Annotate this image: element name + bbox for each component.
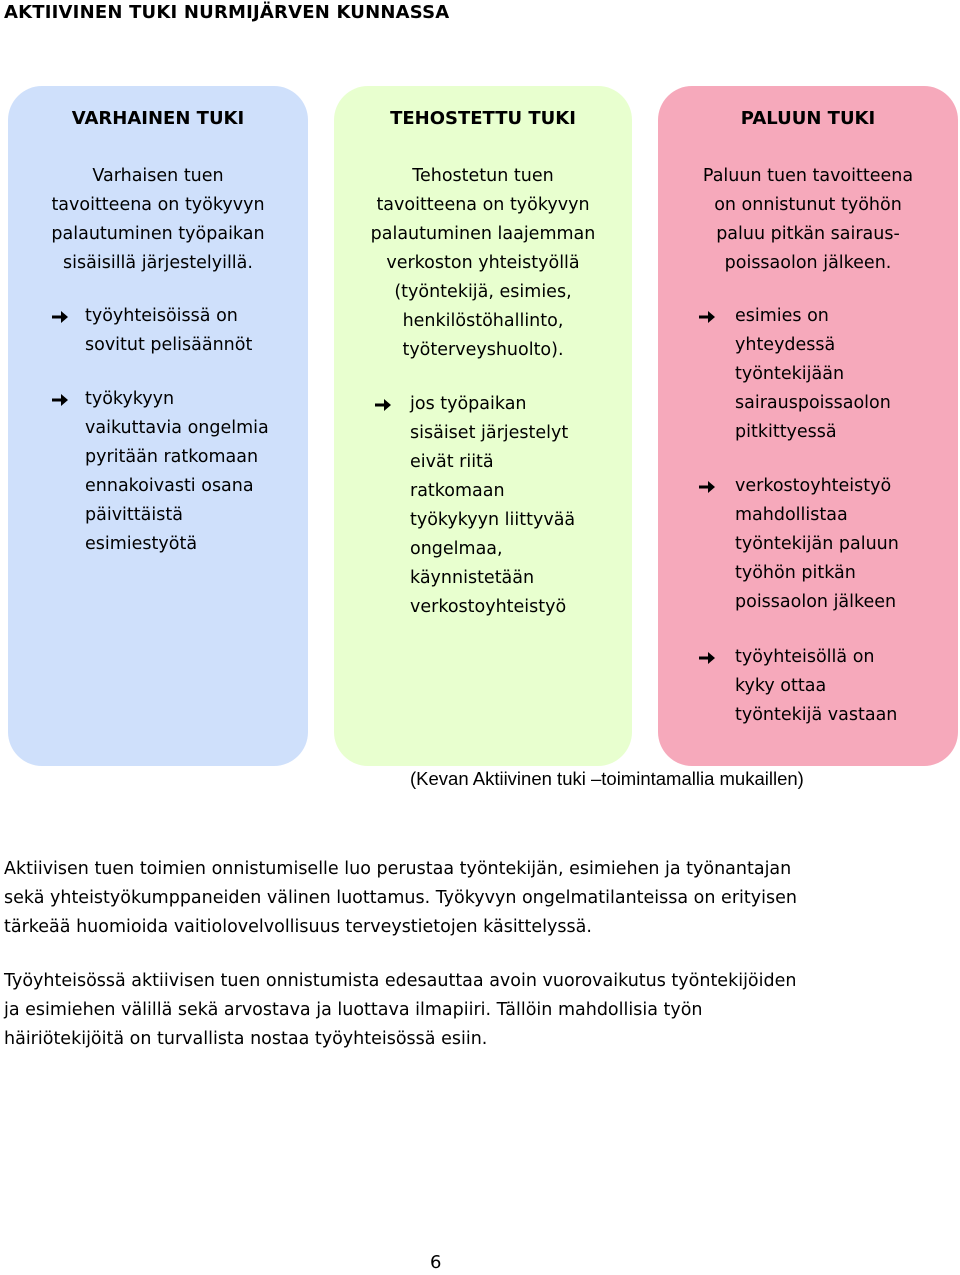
paluun-tuki-box [658, 86, 958, 766]
bullet-item: verkostoyhteistyö mahdollistaa työntekijän paluun työhön pitkän poissaolon jälkeen [735, 476, 899, 612]
box-title: PALUUN TUKI [740, 108, 876, 129]
document-heading: AKTIIVINEN TUKI NURMIJÄRVEN KUNNASSA [4, 2, 450, 23]
arrow-right-icon [698, 650, 716, 666]
arrow-right-icon [374, 397, 392, 413]
box-title: VARHAINEN TUKI [71, 108, 245, 129]
box-title: TEHOSTETTU TUKI [390, 108, 576, 129]
body-paragraph: Aktiivisen tuen toimien onnistumiselle luo perustaa työntekijän, esimiehen ja työnantajan sekä yhteistyökumppaneiden välinen luottamus. Työkyvyn ongelmatilanteissa on erityisen tärkeää huomioida vaitiolovelvollisuus terveystietojen käsittelyssä. [4, 859, 797, 937]
arrow-right-icon [51, 392, 69, 408]
arrow-right-icon [698, 309, 716, 325]
box-intro: Tehostetun tuen tavoitteena on työkyvyn palautuminen laajemman verkoston yhteistyöllä (työntekijä, esimies, henkilöstöhallinto, työterveyshuolto). [370, 166, 596, 360]
bullet-item: työyhteisöissä on sovitut pelisäännöt [85, 306, 253, 355]
box-intro: Varhaisen tuen tavoitteena on työkyvyn palautuminen työpaikan sisäisillä järjestelyillä. [51, 166, 265, 273]
bullet-item: työyhteisöllä on kyky ottaa työntekijä vastaan [735, 647, 898, 725]
varhainen-tuki-box [8, 86, 308, 766]
body-paragraph: Työyhteisössä aktiivisen tuen onnistumista edesauttaa avoin vuorovaikutus työntekijöiden ja esimiehen välillä sekä arvostava ja luottava ilmapiiri. Tällöin mahdollisia työn häiriötekijöitä on turvallista nostaa työyhteisössä esiin. [4, 971, 797, 1049]
arrow-right-icon [51, 309, 69, 325]
page-number: 6 [430, 1252, 442, 1273]
box-intro: Paluun tuen tavoitteena on onnistunut työhön paluu pitkän sairaus- poissaolon jälkeen. [702, 166, 914, 273]
source-citation: (Kevan Aktiivinen tuki –toimintamallia mukaillen) [410, 768, 804, 789]
tehostettu-tuki-box [334, 86, 632, 766]
arrow-right-icon [698, 479, 716, 495]
bullet-item: jos työpaikan sisäiset järjestelyt eivät riitä ratkomaan työkykyyn liittyvää ongelmaa, käynnistetään verkostoyhteistyö [410, 394, 576, 617]
bullet-item: esimies on yhteydessä työntekijään sairauspoissaolon pitkittyessä [735, 306, 891, 442]
bullet-item: työkykyyn vaikuttavia ongelmia pyritään ratkomaan ennakoivasti osana päivittäistä esimiestyötä [85, 389, 269, 554]
